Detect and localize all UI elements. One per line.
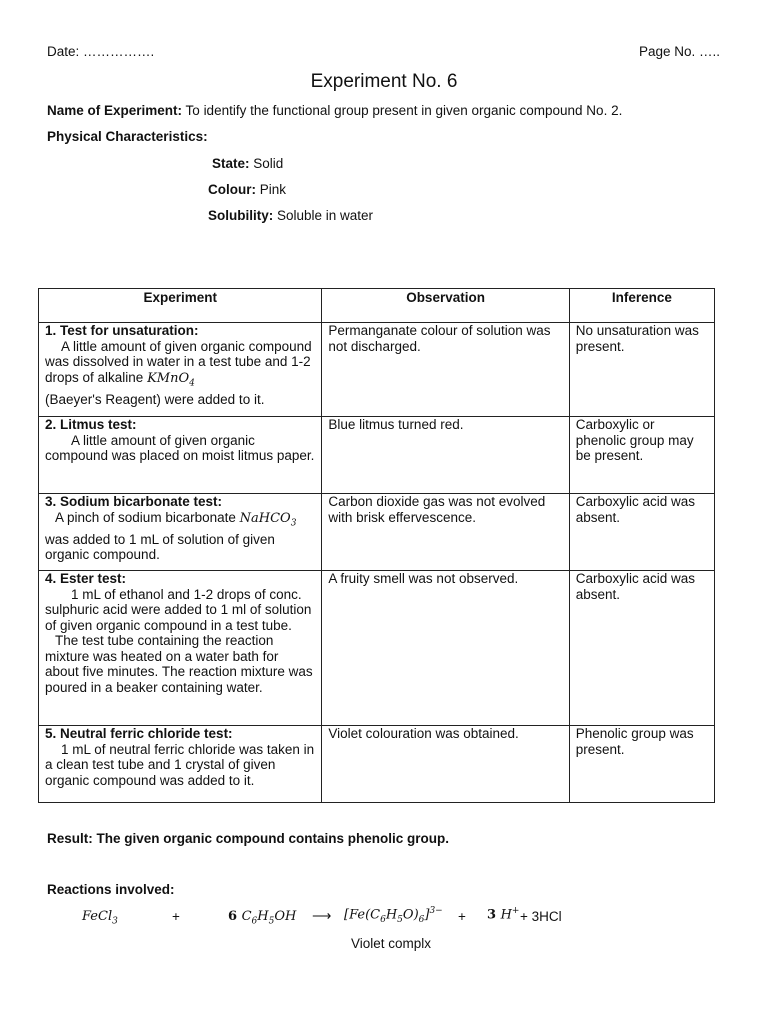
test-title: 3. Sodium bicarbonate test: [45, 494, 223, 509]
reactant-phenol: 6 $C_6H_5OH$ [228, 909, 297, 927]
solubility-label: Solubility: [208, 208, 274, 223]
header-experiment: Experiment [39, 289, 322, 323]
test-description: 1 mL of neutral ferric chloride was taken in a clean test tube and 1 crystal of given organic compound was added to it. [45, 741, 315, 788]
reactions-heading: Reactions involved: [47, 882, 175, 897]
test-description-continued: The test tube containing the reaction mixture was heated on a water bath for about five minutes. The reaction mixture was poured in a beaker containing water. [45, 633, 313, 695]
table-row [39, 571, 715, 726]
header-inference: Inference [569, 289, 714, 323]
test-description: A pinch of sodium bicarbonate NaHCO$_3$ was added to 1 mL of solution of given organic compound. [45, 509, 297, 563]
test-title: 1. Test for unsaturation: [45, 323, 199, 338]
plus-sign: + [458, 909, 466, 924]
experiment-name [47, 103, 622, 118]
physical-heading: Physical Characteristics: [47, 129, 208, 144]
test-title: 4. Ester test: [45, 571, 127, 586]
experiment-table [38, 288, 715, 803]
solubility-value: Soluble in water [273, 208, 374, 223]
plus-sign: + [172, 909, 180, 924]
test-title: 5. Neutral ferric chloride test: [45, 726, 233, 741]
experiment-cell [39, 571, 322, 726]
kmno4-formula: KMnO$_4$ [147, 370, 195, 389]
inference-cell: Phenolic group was present. [569, 726, 714, 803]
experiment-cell [39, 494, 322, 571]
experiment-cell [39, 417, 322, 494]
complex-label: Violet complx [351, 936, 432, 951]
test-title: 2. Litmus test: [45, 417, 137, 432]
product-proton: 3 H+ [487, 906, 520, 923]
observation-cell: Permanganate colour of solution was not discharged. [322, 323, 569, 417]
page-title: Experiment No. 6 [310, 71, 458, 92]
table-row [39, 726, 715, 803]
result-statement: Result: The given organic compound contains phenolic group. [47, 831, 450, 846]
experiment-cell [39, 323, 322, 417]
observation-cell: Violet colouration was obtained. [322, 726, 569, 803]
table-row [39, 417, 715, 494]
colour-label: Colour: [208, 182, 256, 197]
table-row [39, 494, 715, 571]
nahco3-formula: NaHCO$_3$ [239, 510, 297, 529]
table-row [39, 323, 715, 417]
reactant-ferric-chloride: FeCl$_3$ [82, 909, 118, 927]
reaction-arrow: ⟶ [312, 908, 332, 923]
date-field: Date: ……………. [47, 44, 155, 59]
product-complex: $[Fe(C_6H_5O)_6]^{3-}$ [344, 906, 443, 925]
table-header-row [39, 289, 715, 323]
inference-cell: Carboxylic acid was absent. [569, 571, 714, 726]
experiment-name-label: Name of Experiment: [47, 103, 183, 118]
solubility-line [208, 208, 373, 223]
experiment-name-value: To identify the functional group present in given organic compound No. 2. [182, 103, 623, 118]
state-line [212, 156, 283, 171]
state-value: Solid [249, 156, 284, 171]
colour-line [208, 182, 286, 197]
observation-cell: Carbon dioxide gas was not evolved with brisk effervescence. [322, 494, 569, 571]
header-observation: Observation [322, 289, 569, 323]
product-hcl: + 3HCl [520, 909, 562, 924]
test-description: 1 mL of ethanol and 1-2 drops of conc. sulphuric acid were added to 1 ml of solution of given organic compound in a test tube. [45, 586, 312, 633]
inference-cell: Carboxylic acid was absent. [569, 494, 714, 571]
colour-value: Pink [256, 182, 287, 197]
experiment-cell [39, 726, 322, 803]
observation-cell: A fruity smell was not observed. [322, 571, 569, 726]
reaction-equation [0, 906, 768, 929]
test-description: A little amount of given organic compound was placed on moist litmus paper. [45, 432, 315, 463]
inference-cell: Carboxylic or phenolic group may be present. [569, 417, 714, 494]
inference-cell: No unsaturation was present. [569, 323, 714, 417]
state-label: State: [212, 156, 250, 171]
page-number-field: Page No. ….. [638, 44, 720, 59]
test-description: A little amount of given organic compound was dissolved in water in a test tube and 1-2 drops of alkaline KMnO$_4$ (Baeyer's Reagent) were added to it. [45, 338, 312, 407]
observation-cell: Blue litmus turned red. [322, 417, 569, 494]
